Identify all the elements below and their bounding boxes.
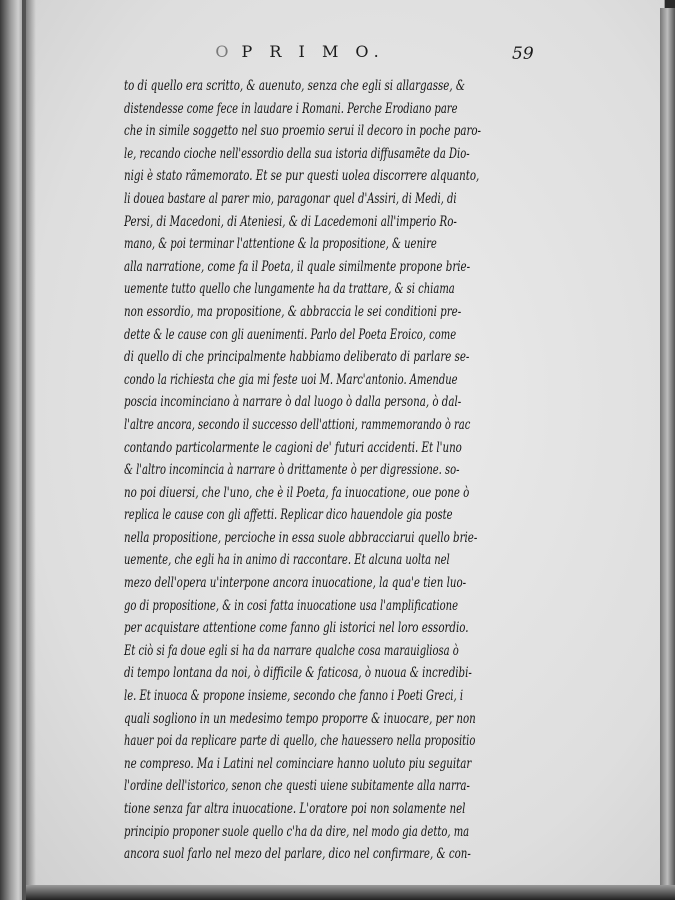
header-ornament: O xyxy=(215,42,231,61)
text-line: l'ordine dell'istorico, senon che questi uiene subitamente alla narra- xyxy=(124,778,470,795)
gutter-shadow xyxy=(22,0,36,900)
page-bottom-edge xyxy=(26,885,675,900)
text-line: nella propositione, percioche in essa suole abbracciarui quello brie- xyxy=(124,529,478,546)
text-line: di quello di che principalmente habbiamo deliberato di parlare se- xyxy=(124,349,470,366)
text-line: tione senza far altra inuocatione. L'oratore poi non solamente nel xyxy=(124,801,466,817)
text-line: to di quello era scritto, & auenuto, senza che egli si allargasse, & xyxy=(124,78,465,94)
text-line: distendesse come fece in laudare i Romani. Perche Erodiano pare xyxy=(124,100,458,117)
text-line: contando particolarmente le cagioni de' futuri accidenti. Et l'uno xyxy=(124,439,462,456)
text-line: le. Et inuoca & propone insieme, secondo che fanno i Poeti Greci, i xyxy=(124,688,464,705)
text-line: quali sogliono in un medesimo tempo proporre & inuocare, per non xyxy=(124,710,476,727)
running-head-title: P R I M O. xyxy=(241,42,385,61)
text-line: replica le cause con gli affetti. Replicar dico hauendole gia poste xyxy=(124,507,453,524)
text-line: che in simile soggetto nel suo proemio serui il decoro in poche paro- xyxy=(124,123,481,140)
text-line: uemente, che egli ha in animo di raccontare. Et alcuna uolta nel xyxy=(124,552,450,569)
text-line: dette & le cause con gli auenimenti. Parlo del Poeta Eroico, come xyxy=(124,326,457,343)
text-line: poscia incominciano à narrare ò dal luogo ò dalla persona, ò dal- xyxy=(124,394,462,411)
text-line: di tempo lontana da noi, ò difficile & faticosa, ò nuoua & incredibi- xyxy=(124,665,472,682)
page-number: 59 xyxy=(512,44,534,64)
page-stack-edge xyxy=(660,8,675,888)
text-line: le, recando cioche nell'essordio della sua istoria diffusamẽte da Dio- xyxy=(124,145,470,162)
text-line: go di propositione, & in cosi fatta inuocatione usa l'amplificatione xyxy=(124,597,458,614)
text-line: Persi, di Macedoni, di Ateniesi, & di Lacedemoni all'imperio Ro- xyxy=(124,213,457,230)
running-head xyxy=(150,42,450,61)
text-line: & l'altro incomincia à narrare ò drittamente ò per digressione. so- xyxy=(124,462,460,479)
text-line: li douea bastare al parer mio, paragonar quel d'Assiri, di Medi, di xyxy=(124,190,457,207)
text-line: non essordio, ma propositione, & abbraccia le sei conditioni pre- xyxy=(124,303,462,320)
text-line: no poi diuersi, che l'uno, che è il Poeta, fa inuocatione, oue pone ò xyxy=(124,484,470,501)
text-line: condo la richiesta che gia mi feste uoi M. Marc'antonio. Amendue xyxy=(124,371,458,388)
text-line: ancora suol farlo nel mezo del parlare, dico nel confirmare, & con- xyxy=(124,846,471,863)
text-line: l'altre ancora, secondo il successo dell'attioni, rammemorando ò rac xyxy=(124,416,471,433)
text-line: nigi è stato rãmemorato. Et se pur questi uolea discorrere alquanto, xyxy=(124,168,480,185)
text-line: uemente tutto quello che lungamente ha da trattare, & si chiama xyxy=(124,281,455,298)
text-line: mezo dell'opera u'interpone ancora inuocatione, la qua'e tien luo- xyxy=(124,575,467,592)
text-line: mano, & poi terminar l'attentione & la propositione, & uenire xyxy=(124,236,437,253)
text-line: Et ciò si fa doue egli si ha da narrare qualche cosa marauigliosa ò xyxy=(124,642,459,659)
text-line: principio proponer suole quello c'ha da dire, nel modo gia detto, ma xyxy=(124,823,470,840)
text-line: ne compreso. Ma i Latini nel cominciare hanno uoluto piu seguitar xyxy=(124,755,472,772)
body-text xyxy=(124,75,542,866)
text-line: alla narratione, come fa il Poeta, il quale similmente propone brie- xyxy=(124,258,471,275)
text-line: per acquistare attentione come fanno gli istorici nel loro essordio. xyxy=(124,620,469,637)
text-line: hauer poi da replicare parte di quello, che hauessero nella propositio xyxy=(124,733,476,750)
